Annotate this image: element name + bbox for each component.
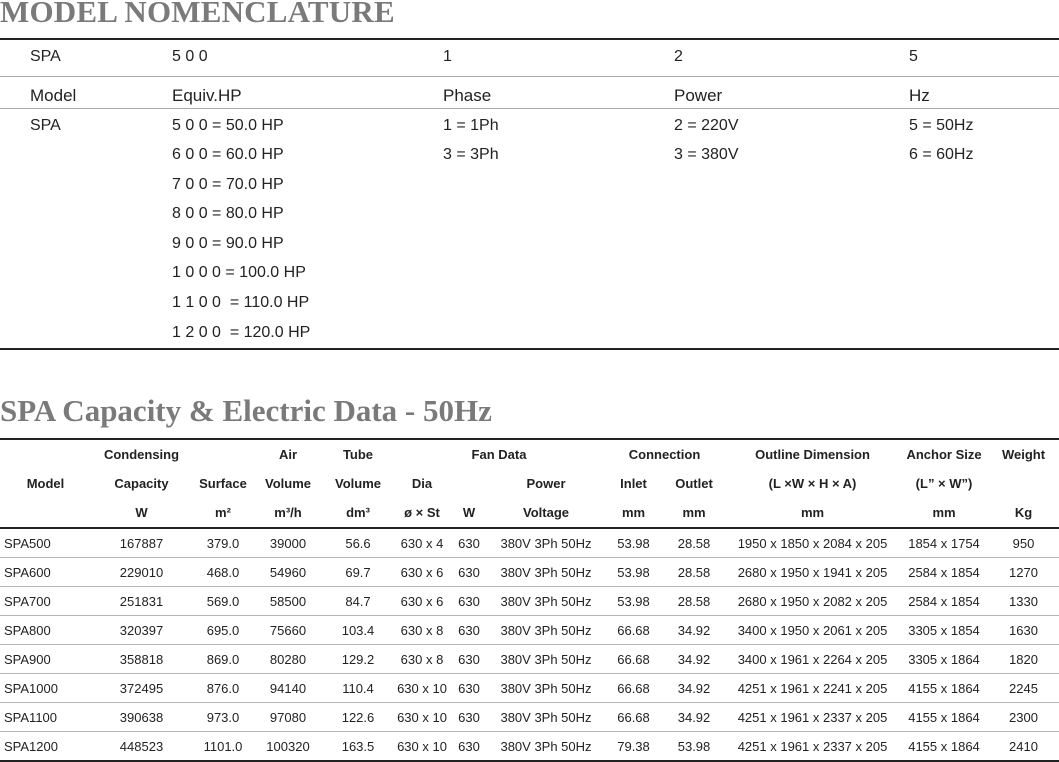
- th-surface: Surface: [199, 476, 247, 491]
- table-cell: 34.92: [663, 703, 725, 732]
- table-cell: 1854 x 1754: [900, 528, 988, 558]
- th-capacity: Capacity: [114, 476, 169, 491]
- option-hp: 9 0 0 = 90.0 HP: [172, 235, 284, 252]
- table-cell: 94140: [254, 674, 322, 703]
- header-hp: Equiv.HP: [172, 86, 242, 105]
- table-cell: 1330: [988, 587, 1059, 616]
- th-unit: mm: [725, 498, 900, 528]
- table-header-row: [0, 498, 1059, 528]
- header-model: Model: [30, 86, 77, 105]
- code-phase: 1: [443, 48, 452, 65]
- nomenclature-divider-2: [0, 108, 1059, 109]
- th-unit: m²: [192, 498, 254, 528]
- table-cell: 34.92: [663, 674, 725, 703]
- table-row: [0, 558, 1059, 587]
- table-cell: 950: [988, 528, 1059, 558]
- table-cell: SPA700: [0, 587, 91, 616]
- th-outlet: Outlet: [675, 476, 713, 491]
- table-cell: SPA800: [0, 616, 91, 645]
- table-cell: 1630: [988, 616, 1059, 645]
- table-cell: 53.98: [604, 587, 663, 616]
- table-cell: 163.5: [322, 732, 394, 762]
- table-row: [0, 674, 1059, 703]
- table-cell: 2300: [988, 703, 1059, 732]
- table-cell: 695.0: [192, 616, 254, 645]
- table-body: [0, 528, 1059, 761]
- table-cell: 630: [450, 587, 488, 616]
- option-phase: 1 = 1Ph: [443, 117, 499, 134]
- table-cell: 53.98: [663, 732, 725, 762]
- table-cell: 97080: [254, 703, 322, 732]
- nomenclature-top-rule: [0, 38, 1059, 40]
- table-cell: 2584 x 1854: [900, 587, 988, 616]
- table-cell: 1101.0: [192, 732, 254, 762]
- th-lw: (L” × W”): [915, 476, 973, 491]
- header-phase: Phase: [443, 86, 492, 105]
- table-cell: 4251 x 1961 x 2337 x 205: [725, 703, 900, 732]
- table-row: [0, 732, 1059, 762]
- table-cell: 122.6: [322, 703, 394, 732]
- table-cell: 3400 x 1961 x 2264 x 205: [725, 645, 900, 674]
- table-cell: 630: [450, 674, 488, 703]
- table-cell: 2680 x 1950 x 1941 x 205: [725, 558, 900, 587]
- table-row: [0, 587, 1059, 616]
- table-cell: 4155 x 1864: [900, 674, 988, 703]
- option-hp: 1 2 0 0 = 120.0 HP: [172, 324, 311, 341]
- option-model: SPA: [30, 117, 61, 134]
- table-cell: 58500: [254, 587, 322, 616]
- th-air-volume: Volume: [265, 476, 311, 491]
- table-row: [0, 645, 1059, 674]
- table-cell: 2410: [988, 732, 1059, 762]
- code-model: SPA: [30, 48, 61, 65]
- table-cell: 34.92: [663, 616, 725, 645]
- table-cell: 630: [450, 703, 488, 732]
- th-outline: Outline Dimension: [755, 447, 870, 462]
- table-cell: 28.58: [663, 528, 725, 558]
- table-cell: 876.0: [192, 674, 254, 703]
- header-power: Power: [674, 86, 723, 105]
- table-cell: 630 x 6: [394, 558, 450, 587]
- option-hp: 8 0 0 = 80.0 HP: [172, 205, 284, 222]
- table-cell: 54960: [254, 558, 322, 587]
- table-cell: 569.0: [192, 587, 254, 616]
- table-cell: 4251 x 1961 x 2241 x 205: [725, 674, 900, 703]
- table-cell: 4155 x 1864: [900, 703, 988, 732]
- option-hp: 7 0 0 = 70.0 HP: [172, 176, 284, 193]
- th-dia: Dia: [411, 476, 433, 491]
- table-cell: 630: [450, 732, 488, 762]
- table-cell: 3400 x 1950 x 2061 x 205: [725, 616, 900, 645]
- table-cell: SPA1000: [0, 674, 91, 703]
- th-power: Power: [526, 476, 566, 491]
- th-condensing: Condensing: [103, 447, 180, 462]
- table-cell: 3305 x 1864: [900, 645, 988, 674]
- th-unit: Voltage: [488, 498, 604, 528]
- th-unit: W: [91, 498, 192, 528]
- table-cell: 630 x 8: [394, 645, 450, 674]
- option-phase: 3 = 3Ph: [443, 146, 499, 163]
- table-cell: 39000: [254, 528, 322, 558]
- th-unit: mm: [900, 498, 988, 528]
- table-cell: 3305 x 1854: [900, 616, 988, 645]
- table-row: [0, 703, 1059, 732]
- table-cell: 56.6: [322, 528, 394, 558]
- table-cell: 4251 x 1961 x 2337 x 205: [725, 732, 900, 762]
- th-unit: m³/h: [254, 498, 322, 528]
- table-cell: SPA1200: [0, 732, 91, 762]
- table-cell: SPA900: [0, 645, 91, 674]
- nomenclature-divider: [0, 76, 1059, 77]
- table-cell: 2584 x 1854: [900, 558, 988, 587]
- table-cell: 80280: [254, 645, 322, 674]
- table-cell: 69.7: [322, 558, 394, 587]
- table-cell: 358818: [91, 645, 192, 674]
- th-anchor: Anchor Size: [906, 447, 982, 462]
- table-cell: 380V 3Ph 50Hz: [488, 732, 604, 762]
- option-hp: 1 0 0 0 = 100.0 HP: [172, 264, 306, 281]
- table-row: [0, 616, 1059, 645]
- th-inlet: Inlet: [620, 476, 647, 491]
- table-cell: 103.4: [322, 616, 394, 645]
- option-hp: 5 0 0 = 50.0 HP: [172, 117, 284, 134]
- table-cell: 380V 3Ph 50Hz: [488, 528, 604, 558]
- th-tube-volume: Volume: [335, 476, 381, 491]
- table-cell: 28.58: [663, 558, 725, 587]
- table-cell: 380V 3Ph 50Hz: [488, 674, 604, 703]
- nomenclature-bottom-rule: [0, 348, 1059, 350]
- table-cell: 630 x 10: [394, 732, 450, 762]
- nomenclature-title: MODEL NOMENCLATURE: [0, 0, 395, 29]
- table-cell: 100320: [254, 732, 322, 762]
- table-cell: 66.68: [604, 616, 663, 645]
- th-fan-data: Fan Data: [471, 447, 527, 462]
- table-cell: 4155 x 1864: [900, 732, 988, 762]
- table-cell: 630: [450, 528, 488, 558]
- table-cell: 379.0: [192, 528, 254, 558]
- th-unit: W: [450, 498, 488, 528]
- table-cell: 66.68: [604, 674, 663, 703]
- table-cell: 630: [450, 645, 488, 674]
- table-cell: 28.58: [663, 587, 725, 616]
- table-cell: 75660: [254, 616, 322, 645]
- table-cell: SPA600: [0, 558, 91, 587]
- table-cell: 630 x 10: [394, 703, 450, 732]
- table-cell: 380V 3Ph 50Hz: [488, 616, 604, 645]
- code-power: 2: [674, 48, 683, 65]
- th-connection: Connection: [628, 447, 701, 462]
- th-lwha: (L ×W × H × A): [768, 476, 857, 491]
- table-cell: 1820: [988, 645, 1059, 674]
- table-cell: 53.98: [604, 558, 663, 587]
- table-cell: 1950 x 1850 x 2084 x 205: [725, 528, 900, 558]
- th-tube: Tube: [342, 447, 374, 462]
- table-cell: 53.98: [604, 528, 663, 558]
- table-cell: SPA1100: [0, 703, 91, 732]
- table-cell: 630 x 6: [394, 587, 450, 616]
- table-cell: 110.4: [322, 674, 394, 703]
- table-cell: 630: [450, 616, 488, 645]
- th-weight: Weight: [1001, 447, 1046, 462]
- table-cell: 84.7: [322, 587, 394, 616]
- th-unit: Kg: [988, 498, 1059, 528]
- table-cell: 869.0: [192, 645, 254, 674]
- th-unit: mm: [604, 498, 663, 528]
- table-cell: 1270: [988, 558, 1059, 587]
- table-cell: 380V 3Ph 50Hz: [488, 558, 604, 587]
- th-unit: dm³: [322, 498, 394, 528]
- table-cell: 630: [450, 558, 488, 587]
- table-row: [0, 528, 1059, 558]
- capacity-table: [0, 440, 1059, 762]
- table-cell: 2680 x 1950 x 2082 x 205: [725, 587, 900, 616]
- option-hz: 5 = 50Hz: [909, 117, 974, 134]
- option-hp: 1 1 0 0 = 110.0 HP: [172, 294, 310, 311]
- table-cell: 129.2: [322, 645, 394, 674]
- table-header-row: [0, 469, 1059, 498]
- table-cell: 320397: [91, 616, 192, 645]
- table-cell: 630 x 4: [394, 528, 450, 558]
- header-hz: Hz: [909, 86, 930, 105]
- table-cell: 448523: [91, 732, 192, 762]
- table-cell: 66.68: [604, 645, 663, 674]
- th-air: Air: [278, 447, 298, 462]
- table-header-row: [0, 440, 1059, 469]
- table-cell: 380V 3Ph 50Hz: [488, 587, 604, 616]
- capacity-title: SPA Capacity & Electric Data - 50Hz: [0, 393, 492, 428]
- option-hp: 6 0 0 = 60.0 HP: [172, 146, 284, 163]
- table-cell: 468.0: [192, 558, 254, 587]
- table-cell: SPA500: [0, 528, 91, 558]
- table-cell: 2245: [988, 674, 1059, 703]
- option-power: 3 = 380V: [674, 146, 739, 163]
- option-hz: 6 = 60Hz: [909, 146, 974, 163]
- th-model: Model: [26, 476, 65, 491]
- option-power: 2 = 220V: [674, 117, 739, 134]
- table-cell: 630 x 8: [394, 616, 450, 645]
- code-hp: 5 0 0: [172, 48, 208, 65]
- th-unit: mm: [663, 498, 725, 528]
- table-cell: 79.38: [604, 732, 663, 762]
- table-cell: 973.0: [192, 703, 254, 732]
- table-cell: 167887: [91, 528, 192, 558]
- table-cell: 229010: [91, 558, 192, 587]
- table-cell: 390638: [91, 703, 192, 732]
- table-cell: 251831: [91, 587, 192, 616]
- table-cell: 630 x 10: [394, 674, 450, 703]
- th-unit: ø × St: [394, 498, 450, 528]
- table-cell: 372495: [91, 674, 192, 703]
- table-cell: 34.92: [663, 645, 725, 674]
- table-cell: 380V 3Ph 50Hz: [488, 703, 604, 732]
- table-cell: 66.68: [604, 703, 663, 732]
- table-cell: 380V 3Ph 50Hz: [488, 645, 604, 674]
- code-hz: 5: [909, 48, 918, 65]
